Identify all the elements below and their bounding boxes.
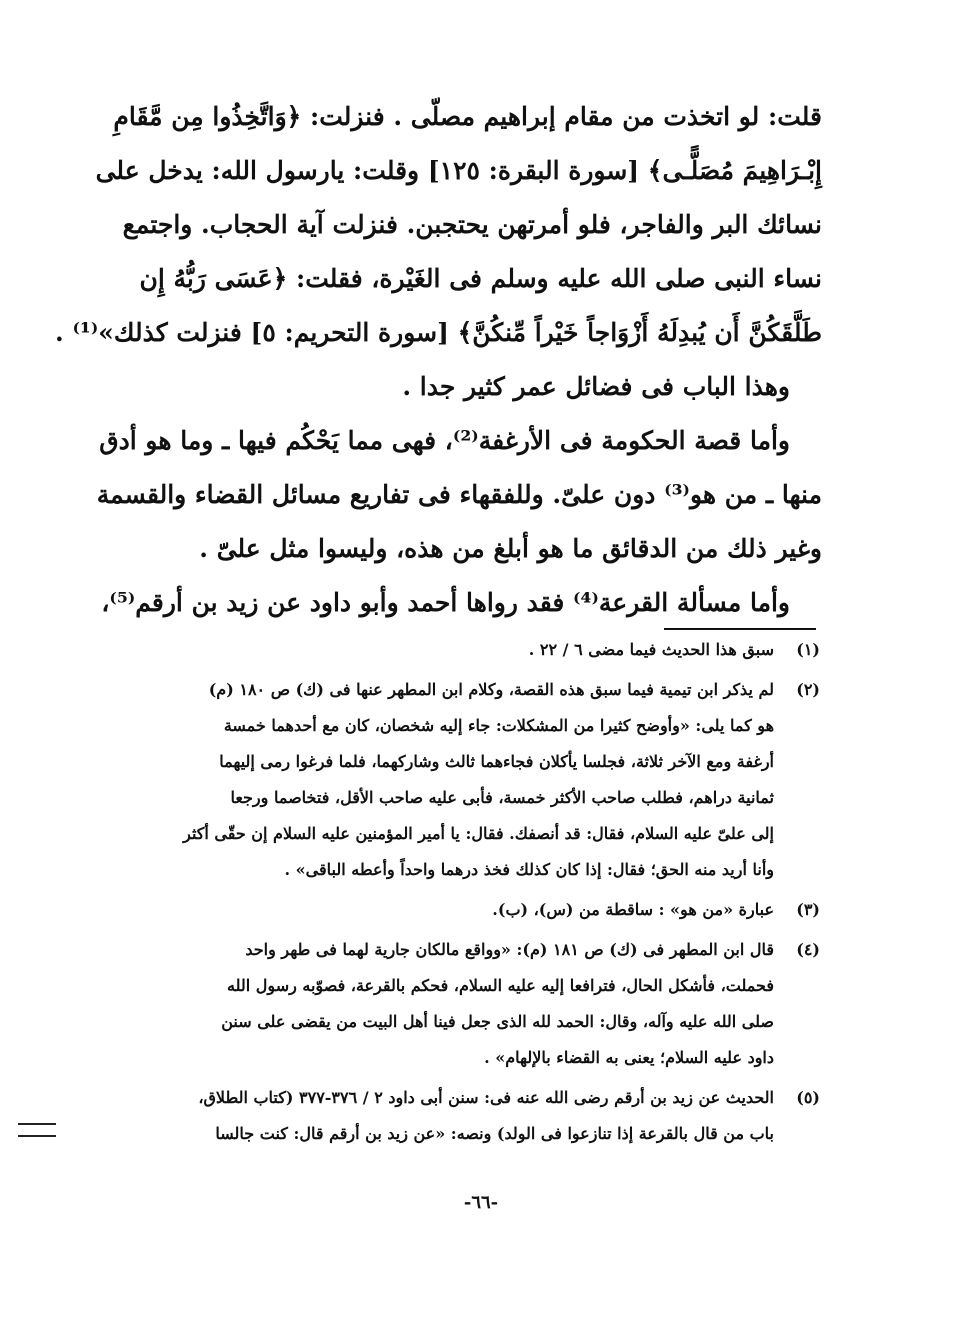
footnote-line: هو كما يلى: «وأوضح كثيرا من المشكلات: جاء إليه شخصان، كان مع أحدهما خمسة [223, 716, 774, 735]
footnote-number: (٤) [796, 940, 820, 959]
footnote-line: فحملت، فأشكل الحال، فترافعا إليه عليه السلام، فحكم بالقرعة، فصوّبه رسول الله [227, 976, 774, 995]
main-text-line: وغير ذلك من الدقائق ما هو أبلغ من هذه، وليسوا مثل علىّ . [199, 534, 822, 563]
footnote-number: (٢) [796, 680, 820, 699]
footnote [100, 932, 820, 1076]
margin-mark [18, 1123, 56, 1137]
footnote-body [100, 672, 774, 888]
page-number: -٦٦- [463, 1192, 499, 1213]
main-text-block [55, 90, 822, 630]
main-text-line: قلت: لو اتخذت من مقام إبراهيم مصلّى . فنزلت: ﴿وَاتَّخِذُوا مِن مَّقَامِ [113, 102, 822, 131]
footnote-line: إلى علىّ عليه السلام، فقال: قد أنصفك. فقال: يا أمير المؤمنين عليه السلام إن حقّى أكثر [183, 824, 774, 843]
footnote-line: عبارة «من هو» : ساقطة من (س)، (ب). [492, 900, 774, 919]
footnote-line: الحديث عن زيد بن أرقم رضى الله عنه فى: سنن أبى داود ٢ / ٣٧٦-٣٧٧ (كتاب الطلاق، [198, 1088, 774, 1107]
footnote-line: سبق هذا الحديث فيما مضى ٦ / ٢٢ . [528, 640, 774, 659]
footnote-line: صلى الله عليه وآله، وقال: الحمد لله الذى جعل فينا أهل البيت من يقضى على سنن [221, 1012, 774, 1031]
footnote-body [100, 1080, 774, 1152]
footnote-body [100, 932, 774, 1076]
footnote-line: داود عليه السلام؛ يعنى به القضاء بالإلهام» . [484, 1048, 774, 1067]
footnotes-block [100, 632, 820, 1156]
footnote-divider [664, 628, 816, 630]
footnote-number: (١) [796, 640, 820, 659]
main-text-line: طَلَّقَكُنَّ أَن يُبدِلَهُ أَزْوَاجاً خَيْراً مِّنكُنَّ﴾ [سورة التحريم: ٥] فنزلت كذلك»⁽¹⁾ . [55, 318, 822, 347]
footnote-line: لم يذكر ابن تيمية فيما سبق هذه القصة، وكلام ابن المطهر عنها فى (ك) ص ١٨٠ (م) [208, 680, 774, 699]
footnote-number: (٣) [796, 900, 820, 919]
main-text-line: إِبْـرَاهِيمَ مُصَلًّـى﴾ [سورة البقرة: ١٢٥] وقلت: يارسول الله: يدخل على [95, 156, 822, 185]
footnote-line: باب من قال بالقرعة إذا تنازعوا فى الولد) ونصه: «عن زيد بن أرقم قال: كنت جالسا [215, 1124, 774, 1143]
footnote-body [100, 632, 774, 668]
footnote-body [100, 892, 774, 928]
footnote-number: (٥) [796, 1088, 820, 1107]
main-text-line: منها ـ من هو⁽³⁾ دون علىّ. وللفقهاء فى تفاريع مسائل القضاء والقسمة [96, 480, 822, 509]
main-text-line: وأما قصة الحكومة فى الأرغفة⁽²⁾، فهى مما يَحْكُم فيها ـ وما هو أدق [99, 426, 790, 455]
footnote [100, 672, 820, 888]
main-text-line: وأما مسألة القرعة⁽⁴⁾ فقد رواها أحمد وأبو داود عن زيد بن أرقم⁽⁵⁾، [101, 588, 790, 617]
footnote-line: ثمانية دراهم، فطلب صاحب الأكثر خمسة، فأبى عليه صاحب الأقل، فتخاصما ورجعا [230, 788, 774, 807]
footnote [100, 1080, 820, 1152]
footnote [100, 892, 820, 928]
main-text-line: وهذا الباب فى فضائل عمر كثير جدا . [402, 372, 790, 401]
footnote-line: قال ابن المطهر فى (ك) ص ١٨١ (م): «وواقع مالكان جارية لهما فى طهر واحد [245, 940, 774, 959]
footnote [100, 632, 820, 668]
footnote-line: أرغفة ومع الآخر ثلاثة، فجلسا يأكلان فجاءهما ثالث وشاركهما، فلما فرغوا رمى إليهما [219, 752, 774, 771]
main-text-line: نساء النبى صلى الله عليه وسلم فى الغَيْرة، فقلت: ﴿عَسَى رَبُّهُ إِن [139, 264, 822, 293]
main-text-line: نسائك البر والفاجر، فلو أمرتهن يحتجبن. فنزلت آية الحجاب. واجتمع [122, 210, 822, 239]
footnote-line: وأنا أريد منه الحق؛ فقال: إذا كان كذلك فخذ درهما واحداً وأعطه الباقى» . [284, 860, 774, 879]
